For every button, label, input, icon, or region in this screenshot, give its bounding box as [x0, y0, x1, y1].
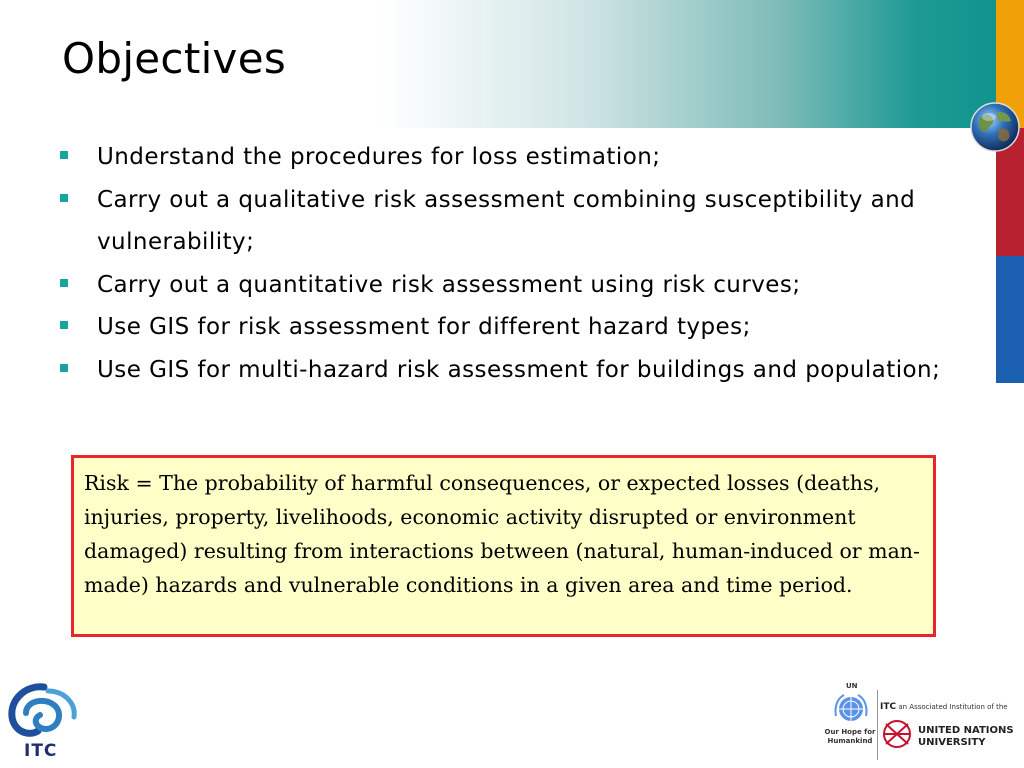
un-caption: [822, 728, 878, 746]
unu-logo-icon: [882, 718, 912, 750]
bullet-text: Use GIS for multi-hazard risk assessment for buildings and population;: [97, 356, 941, 383]
itc-logo-text: ITC: [24, 741, 58, 761]
bullet-text: Carry out a quantitative risk assessment using risk curves;: [97, 271, 801, 298]
logo-divider: [877, 690, 878, 760]
un-caption-line-1: Our Hope for: [824, 728, 876, 736]
unu-name-line-2: UNIVERSITY: [918, 737, 986, 748]
page-title: Objectives: [62, 34, 287, 83]
itc-short-label: ITC: [880, 702, 897, 712]
un-emblem-icon: [832, 692, 870, 726]
square-bullet-icon: [60, 279, 68, 287]
list-item: [58, 306, 958, 349]
objectives-list: [58, 136, 958, 391]
bullet-text: Carry out a qualitative risk assessment combining susceptibility and vulnerability;: [97, 186, 916, 255]
risk-definition-box: Risk = The probability of harmful consequences, or expected losses (deaths, injuries, property, livelihoods, economic activity disrupted or environment damaged) resulting from interactions between (natural, human-induced or man-made) hazards and vulnerable conditions in a given area and time period.: [71, 455, 936, 637]
square-bullet-icon: [60, 364, 68, 372]
un-caption-line-2: Humankind: [827, 737, 873, 745]
side-bar-blue: [996, 256, 1024, 383]
itc-swirl-logo: [4, 681, 84, 743]
square-bullet-icon: [60, 194, 68, 202]
square-bullet-icon: [60, 151, 68, 159]
list-item: [58, 179, 958, 264]
list-item: [58, 264, 958, 307]
itc-logo: [4, 681, 84, 765]
associated-label: an Associated Institution of the: [898, 703, 1008, 711]
bullet-text: Understand the procedures for loss estimation;: [97, 144, 661, 170]
un-label: UN: [846, 682, 858, 690]
globe-icon: [969, 101, 1021, 153]
list-item: [58, 349, 958, 392]
list-item: [58, 136, 958, 179]
unu-name-line-1: UNITED NATIONS: [918, 725, 1014, 736]
un-associated-logo: [822, 680, 1022, 766]
associated-text: [880, 702, 1008, 712]
square-bullet-icon: [60, 321, 68, 329]
unu-name: [918, 725, 1014, 749]
bullet-text: Use GIS for risk assessment for different hazard types;: [97, 314, 751, 340]
